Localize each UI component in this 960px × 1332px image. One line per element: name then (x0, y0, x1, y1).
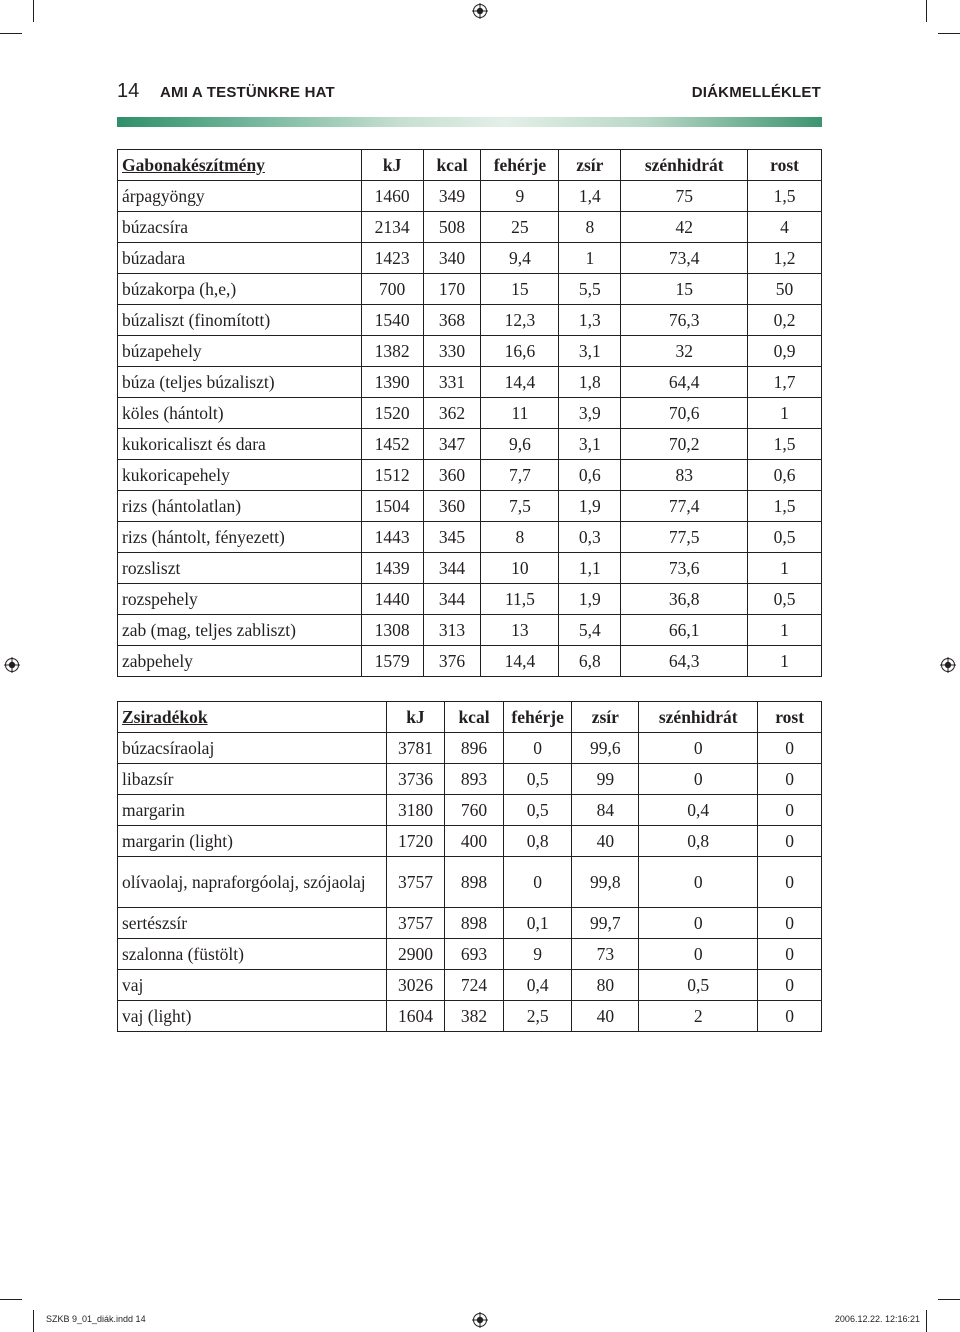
value-cell: 0 (639, 908, 758, 939)
value-cell: 84 (572, 795, 639, 826)
food-name-cell: búza (teljes búzaliszt) (118, 367, 362, 398)
crop-mark (938, 1299, 960, 1300)
value-cell: 1452 (361, 429, 423, 460)
value-cell: 1 (559, 243, 621, 274)
value-cell: 1520 (361, 398, 423, 429)
column-header: fehérje (481, 150, 559, 181)
grain-products-table (117, 149, 822, 677)
value-cell: 0,8 (503, 826, 572, 857)
crop-mark (0, 1299, 22, 1300)
value-cell: 368 (423, 305, 481, 336)
food-name-cell: zab (mag, teljes zabliszt) (118, 615, 362, 646)
value-cell: 0 (639, 733, 758, 764)
value-cell: 14,4 (481, 367, 559, 398)
value-cell: 340 (423, 243, 481, 274)
section-title: AMI A TESTÜNKRE HAT (160, 84, 335, 101)
value-cell: 1390 (361, 367, 423, 398)
value-cell: 893 (445, 764, 504, 795)
value-cell: 77,5 (621, 522, 748, 553)
value-cell: 15 (621, 274, 748, 305)
value-cell: 382 (445, 1001, 504, 1032)
table-row (118, 795, 822, 826)
value-cell: 3,1 (559, 429, 621, 460)
value-cell: 0,6 (559, 460, 621, 491)
table-row (118, 970, 822, 1001)
value-cell: 16,6 (481, 336, 559, 367)
value-cell: 0,2 (748, 305, 822, 336)
fats-table (117, 701, 822, 1032)
table-row (118, 491, 822, 522)
column-header: szénhidrát (621, 150, 748, 181)
value-cell: 7,5 (481, 491, 559, 522)
value-cell: 0,5 (639, 970, 758, 1001)
value-cell: 73 (572, 939, 639, 970)
crop-mark (926, 0, 927, 22)
food-name-cell: búzacsíra (118, 212, 362, 243)
value-cell: 32 (621, 336, 748, 367)
value-cell: 3,9 (559, 398, 621, 429)
value-cell: 3781 (386, 733, 445, 764)
table-row (118, 429, 822, 460)
table-row (118, 367, 822, 398)
value-cell: 0,4 (503, 970, 572, 1001)
column-header: kcal (445, 702, 504, 733)
table-header-row (118, 150, 822, 181)
value-cell: 83 (621, 460, 748, 491)
value-cell: 5,5 (559, 274, 621, 305)
value-cell: 1604 (386, 1001, 445, 1032)
column-header: kcal (423, 150, 481, 181)
column-header: zsír (572, 702, 639, 733)
value-cell: 36,8 (621, 584, 748, 615)
column-header: kJ (361, 150, 423, 181)
table-row (118, 212, 822, 243)
value-cell: 693 (445, 939, 504, 970)
value-cell: 1,2 (748, 243, 822, 274)
value-cell: 1504 (361, 491, 423, 522)
value-cell: 70,2 (621, 429, 748, 460)
value-cell: 345 (423, 522, 481, 553)
value-cell: 7,7 (481, 460, 559, 491)
value-cell: 1308 (361, 615, 423, 646)
value-cell: 0 (758, 857, 822, 908)
value-cell: 9 (481, 181, 559, 212)
value-cell: 1,9 (559, 584, 621, 615)
grain-table-body (118, 181, 822, 677)
food-name-cell: margarin (light) (118, 826, 387, 857)
value-cell: 331 (423, 367, 481, 398)
value-cell: 77,4 (621, 491, 748, 522)
crop-mark (926, 1310, 927, 1332)
registration-mark-icon (4, 657, 20, 673)
value-cell: 0,5 (503, 795, 572, 826)
value-cell: 0,8 (639, 826, 758, 857)
food-name-cell: búzakorpa (h,e,) (118, 274, 362, 305)
food-name-cell: vaj (light) (118, 1001, 387, 1032)
value-cell: 330 (423, 336, 481, 367)
value-cell: 40 (572, 826, 639, 857)
column-header: kJ (386, 702, 445, 733)
value-cell: 1,5 (748, 491, 822, 522)
table-row (118, 522, 822, 553)
value-cell: 0,9 (748, 336, 822, 367)
value-cell: 3180 (386, 795, 445, 826)
value-cell: 0 (639, 939, 758, 970)
table-row (118, 1001, 822, 1032)
value-cell: 40 (572, 1001, 639, 1032)
value-cell: 0 (758, 939, 822, 970)
table-row (118, 398, 822, 429)
value-cell: 13 (481, 615, 559, 646)
value-cell: 15 (481, 274, 559, 305)
table-row (118, 939, 822, 970)
value-cell: 1439 (361, 553, 423, 584)
food-name-cell: libazsír (118, 764, 387, 795)
value-cell: 5,4 (559, 615, 621, 646)
value-cell: 73,6 (621, 553, 748, 584)
table-row (118, 615, 822, 646)
food-name-cell: rizs (hántolatlan) (118, 491, 362, 522)
value-cell: 898 (445, 908, 504, 939)
table-header-row (118, 702, 822, 733)
value-cell: 896 (445, 733, 504, 764)
table-row (118, 733, 822, 764)
food-name-cell: margarin (118, 795, 387, 826)
value-cell: 0,5 (503, 764, 572, 795)
value-cell: 99,7 (572, 908, 639, 939)
file-slug: SZKB 9_01_diák.indd 14 (46, 1314, 146, 1324)
value-cell: 3757 (386, 857, 445, 908)
value-cell: 347 (423, 429, 481, 460)
value-cell: 1720 (386, 826, 445, 857)
table-row (118, 305, 822, 336)
value-cell: 11 (481, 398, 559, 429)
value-cell: 898 (445, 857, 504, 908)
value-cell: 99,8 (572, 857, 639, 908)
food-name-cell: köles (hántolt) (118, 398, 362, 429)
table-row (118, 826, 822, 857)
value-cell: 1,3 (559, 305, 621, 336)
value-cell: 2 (639, 1001, 758, 1032)
value-cell: 12,3 (481, 305, 559, 336)
registration-mark-icon (472, 1312, 488, 1328)
value-cell: 50 (748, 274, 822, 305)
value-cell: 0,4 (639, 795, 758, 826)
value-cell: 11,5 (481, 584, 559, 615)
crop-mark (0, 33, 22, 34)
table-row (118, 857, 822, 908)
column-header: Zsiradékok (118, 702, 387, 733)
table-row (118, 181, 822, 212)
value-cell: 3,1 (559, 336, 621, 367)
value-cell: 9,6 (481, 429, 559, 460)
food-name-cell: búzadara (118, 243, 362, 274)
food-name-cell: sertészsír (118, 908, 387, 939)
header-gradient-bar (117, 117, 822, 127)
food-name-cell: olívaolaj, napraforgóolaj, szójaolaj (118, 857, 387, 908)
value-cell: 1540 (361, 305, 423, 336)
column-header: fehérje (503, 702, 572, 733)
value-cell: 349 (423, 181, 481, 212)
value-cell: 73,4 (621, 243, 748, 274)
food-name-cell: búzaliszt (finomított) (118, 305, 362, 336)
food-name-cell: rozsliszt (118, 553, 362, 584)
value-cell: 508 (423, 212, 481, 243)
crop-mark (33, 1310, 34, 1332)
food-name-cell: búzacsíraolaj (118, 733, 387, 764)
registration-mark-icon (472, 3, 488, 19)
value-cell: 0,5 (748, 522, 822, 553)
table-row (118, 553, 822, 584)
value-cell: 344 (423, 584, 481, 615)
value-cell: 362 (423, 398, 481, 429)
value-cell: 42 (621, 212, 748, 243)
column-header: Gabonakészítmény (118, 150, 362, 181)
page-number: 14 (117, 80, 140, 102)
value-cell: 360 (423, 460, 481, 491)
value-cell: 1460 (361, 181, 423, 212)
table-row (118, 243, 822, 274)
value-cell: 8 (481, 522, 559, 553)
crop-mark (33, 0, 34, 22)
value-cell: 1,7 (748, 367, 822, 398)
value-cell: 64,3 (621, 646, 748, 677)
value-cell: 760 (445, 795, 504, 826)
food-name-cell: zabpehely (118, 646, 362, 677)
value-cell: 1,9 (559, 491, 621, 522)
table-row (118, 646, 822, 677)
value-cell: 1512 (361, 460, 423, 491)
value-cell: 2,5 (503, 1001, 572, 1032)
value-cell: 76,3 (621, 305, 748, 336)
value-cell: 99 (572, 764, 639, 795)
value-cell: 0 (758, 970, 822, 1001)
value-cell: 66,1 (621, 615, 748, 646)
value-cell: 3026 (386, 970, 445, 1001)
food-name-cell: kukoricapehely (118, 460, 362, 491)
value-cell: 400 (445, 826, 504, 857)
column-header: szénhidrát (639, 702, 758, 733)
print-timestamp: 2006.12.22. 12:16:21 (834, 1314, 920, 1324)
value-cell: 3757 (386, 908, 445, 939)
value-cell: 1,5 (748, 429, 822, 460)
crop-mark (938, 33, 960, 34)
food-name-cell: rozspehely (118, 584, 362, 615)
value-cell: 0 (758, 908, 822, 939)
food-name-cell: búzapehely (118, 336, 362, 367)
value-cell: 0 (503, 857, 572, 908)
value-cell: 1,1 (559, 553, 621, 584)
fats-table-body (118, 733, 822, 1032)
value-cell: 1,5 (748, 181, 822, 212)
value-cell: 1579 (361, 646, 423, 677)
value-cell: 1443 (361, 522, 423, 553)
value-cell: 0,5 (748, 584, 822, 615)
food-name-cell: vaj (118, 970, 387, 1001)
table-row (118, 336, 822, 367)
value-cell: 313 (423, 615, 481, 646)
column-header: rost (758, 702, 822, 733)
value-cell: 6,8 (559, 646, 621, 677)
food-name-cell: szalonna (füstölt) (118, 939, 387, 970)
value-cell: 2134 (361, 212, 423, 243)
column-header: zsír (559, 150, 621, 181)
value-cell: 0 (758, 1001, 822, 1032)
value-cell: 1,4 (559, 181, 621, 212)
table-row (118, 584, 822, 615)
value-cell: 0,6 (748, 460, 822, 491)
table-row (118, 274, 822, 305)
value-cell: 1 (748, 646, 822, 677)
value-cell: 3736 (386, 764, 445, 795)
value-cell: 8 (559, 212, 621, 243)
value-cell: 99,6 (572, 733, 639, 764)
value-cell: 4 (748, 212, 822, 243)
value-cell: 0 (639, 857, 758, 908)
value-cell: 9 (503, 939, 572, 970)
value-cell: 70,6 (621, 398, 748, 429)
value-cell: 1382 (361, 336, 423, 367)
value-cell: 376 (423, 646, 481, 677)
value-cell: 344 (423, 553, 481, 584)
value-cell: 0 (758, 795, 822, 826)
value-cell: 170 (423, 274, 481, 305)
value-cell: 14,4 (481, 646, 559, 677)
value-cell: 1 (748, 398, 822, 429)
column-header: rost (748, 150, 822, 181)
value-cell: 360 (423, 491, 481, 522)
value-cell: 9,4 (481, 243, 559, 274)
value-cell: 0,3 (559, 522, 621, 553)
value-cell: 1 (748, 553, 822, 584)
value-cell: 0 (758, 733, 822, 764)
value-cell: 75 (621, 181, 748, 212)
food-name-cell: árpagyöngy (118, 181, 362, 212)
value-cell: 1 (748, 615, 822, 646)
food-name-cell: rizs (hántolt, fényezett) (118, 522, 362, 553)
table-row (118, 908, 822, 939)
registration-mark-icon (940, 657, 956, 673)
table-row (118, 460, 822, 491)
value-cell: 700 (361, 274, 423, 305)
supplement-label: DIÁKMELLÉKLET (691, 84, 821, 101)
value-cell: 0,1 (503, 908, 572, 939)
value-cell: 724 (445, 970, 504, 1001)
value-cell: 10 (481, 553, 559, 584)
value-cell: 2900 (386, 939, 445, 970)
value-cell: 0 (503, 733, 572, 764)
value-cell: 64,4 (621, 367, 748, 398)
value-cell: 1,8 (559, 367, 621, 398)
value-cell: 25 (481, 212, 559, 243)
value-cell: 0 (758, 826, 822, 857)
value-cell: 80 (572, 970, 639, 1001)
value-cell: 0 (639, 764, 758, 795)
value-cell: 1423 (361, 243, 423, 274)
value-cell: 1440 (361, 584, 423, 615)
table-row (118, 764, 822, 795)
value-cell: 0 (758, 764, 822, 795)
food-name-cell: kukoricaliszt és dara (118, 429, 362, 460)
